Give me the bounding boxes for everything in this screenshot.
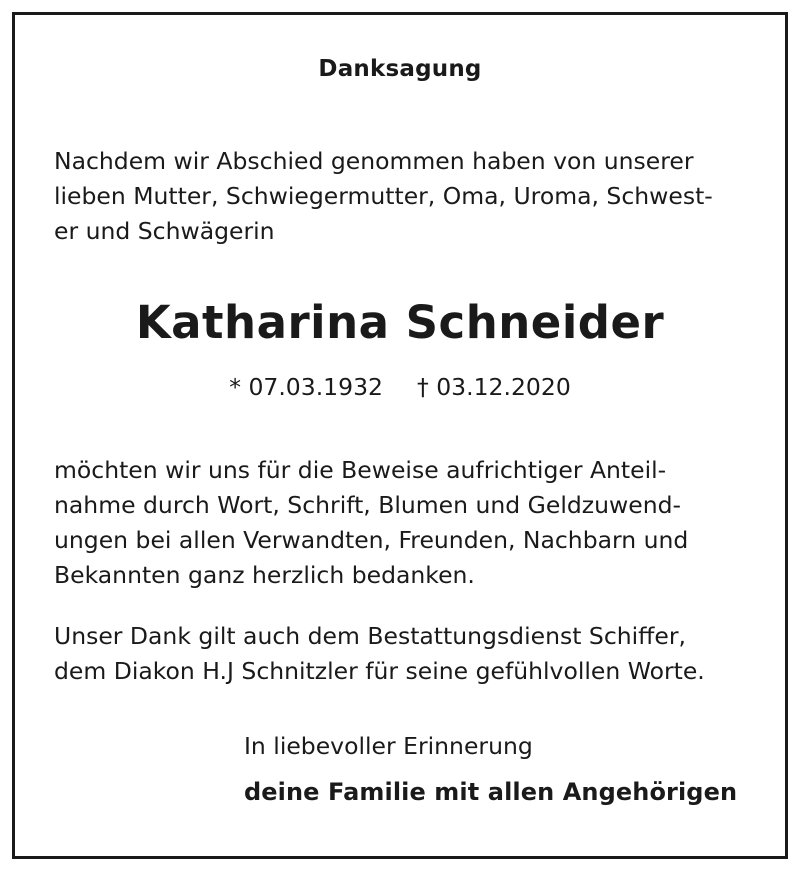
intro-line: er und Schwägerin bbox=[54, 217, 275, 245]
intro-line: lieben Mutter, Schwiegermutter, Oma, Uroma, Schwest- bbox=[54, 182, 713, 210]
intro-paragraph bbox=[54, 144, 759, 249]
thanks-line: möchten wir uns für die Beweise aufrichtiger Anteil- bbox=[54, 456, 667, 484]
life-dates bbox=[0, 373, 800, 401]
thanks-paragraph bbox=[54, 453, 759, 593]
family-signature: deine Familie mit allen Angehörigen bbox=[244, 778, 738, 806]
notice-heading: Danksagung bbox=[318, 56, 482, 82]
birth-date: * 07.03.1932 bbox=[229, 373, 383, 401]
thanks-line: ungen bei allen Verwandten, Freunden, Nachbarn und bbox=[54, 526, 689, 554]
deceased-name: Katharina Schneider bbox=[135, 296, 665, 349]
thanks-line: Bekannten ganz herzlich bedanken. bbox=[54, 561, 475, 589]
closing-phrase: In liebevoller Erinnerung bbox=[244, 732, 533, 760]
undertaker-line: dem Diakon H.J Schnitzler für seine gefühlvollen Worte. bbox=[54, 657, 705, 685]
undertaker-line: Unser Dank gilt auch dem Bestattungsdienst Schiffer, bbox=[54, 622, 686, 650]
thanks-line: nahme durch Wort, Schrift, Blumen und Geldzuwend- bbox=[54, 491, 681, 519]
undertaker-paragraph bbox=[54, 619, 759, 689]
intro-line: Nachdem wir Abschied genommen haben von unserer bbox=[54, 147, 694, 175]
death-date: † 03.12.2020 bbox=[417, 373, 571, 401]
